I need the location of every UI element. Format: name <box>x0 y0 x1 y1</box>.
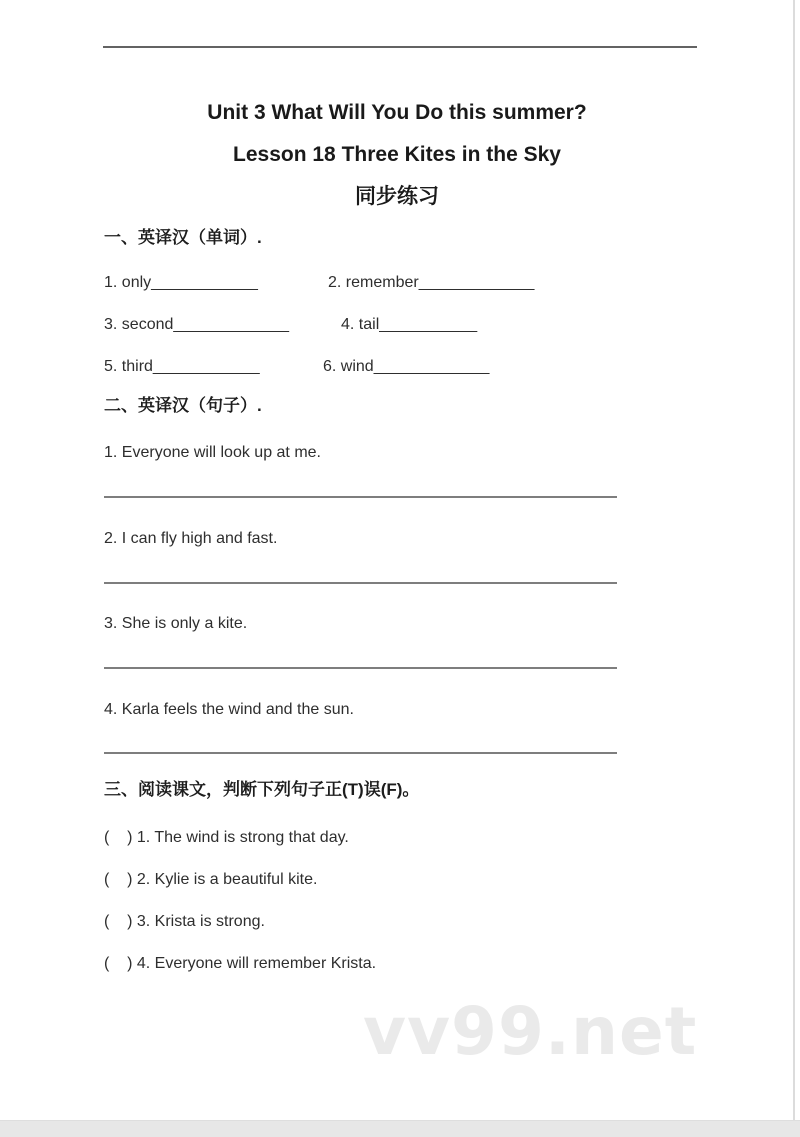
tf-item: ( ) 2. Kylie is a beautiful kite. <box>104 871 318 888</box>
site-watermark: vv99.net <box>363 993 698 1070</box>
viewer-bottom-bar <box>0 1120 800 1137</box>
document-header <box>0 92 794 218</box>
word-item: 6. wind_____________ <box>323 358 490 375</box>
answer-blank-line <box>104 496 617 498</box>
word-row <box>104 262 664 304</box>
worksheet-subtitle: 同步练习 <box>355 185 439 208</box>
answer-blank-line <box>104 667 617 669</box>
section-words-heading: 一、英译汉（单词）. <box>104 228 262 247</box>
sentence-item: 3. She is only a kite. <box>104 615 248 632</box>
word-item: 4. tail___________ <box>341 316 478 333</box>
sentence-item: 2. I can fly high and fast. <box>104 530 278 547</box>
section-tf-heading: 三、阅读课文，判断下列句子正(T)误(F)。 <box>104 780 420 799</box>
sentence-item: 4. Karla feels the wind and the sun. <box>104 701 354 718</box>
page-right-edge <box>793 0 795 1120</box>
word-item: 5. third____________ <box>104 358 260 375</box>
tf-item: ( ) 3. Krista is strong. <box>104 913 265 930</box>
word-row <box>104 346 664 388</box>
word-item: 2. remember_____________ <box>328 274 535 291</box>
section-tf-list <box>104 817 704 985</box>
word-item: 1. only____________ <box>104 274 258 291</box>
section-sentences-heading: 二、英译汉（句子）. <box>104 396 262 415</box>
answer-blank-line <box>104 582 617 584</box>
section-words-list <box>104 262 664 388</box>
unit-title: Unit 3 What Will You Do this summer? <box>207 101 587 124</box>
top-rule <box>103 46 697 48</box>
tf-item: ( ) 4. Everyone will remember Krista. <box>104 955 377 972</box>
answer-blank-line <box>104 752 617 754</box>
lesson-title: Lesson 18 Three Kites in the Sky <box>233 143 561 166</box>
word-item: 3. second_____________ <box>104 316 290 333</box>
word-row <box>104 304 664 346</box>
sentence-item: 1. Everyone will look up at me. <box>104 444 321 461</box>
tf-item: ( ) 1. The wind is strong that day. <box>104 829 349 846</box>
